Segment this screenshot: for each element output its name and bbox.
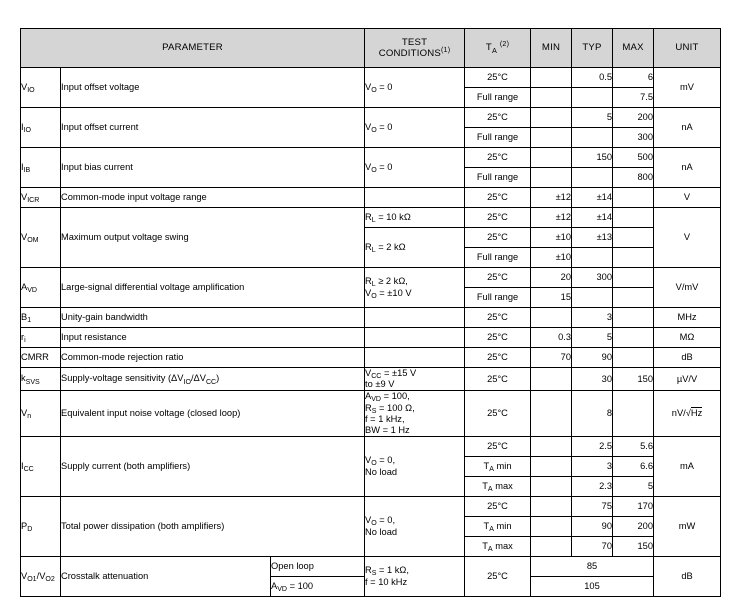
param-symbol-base: P bbox=[21, 520, 28, 531]
min-value: ±10 bbox=[531, 228, 572, 248]
param-symbol bbox=[21, 188, 61, 208]
typ-value: ±13 bbox=[572, 228, 613, 248]
max-value: 170 bbox=[613, 496, 654, 516]
ta-value: 25°C bbox=[465, 268, 531, 288]
unit-value: nV/√Hz bbox=[654, 391, 721, 437]
table-row bbox=[21, 348, 721, 368]
ta-value: Full range bbox=[465, 168, 531, 188]
ta-value: Full range bbox=[465, 88, 531, 108]
typ-value bbox=[572, 248, 613, 268]
ta-value: 25°C bbox=[465, 368, 531, 391]
param-symbol bbox=[21, 436, 61, 496]
typ-value: 5 bbox=[572, 108, 613, 128]
unit-value: dB bbox=[654, 348, 721, 368]
max-value: 200 bbox=[613, 108, 654, 128]
ta-value: 25°C bbox=[465, 328, 531, 348]
param-symbol-subscript: ICR bbox=[27, 197, 40, 205]
min-value: ±12 bbox=[531, 208, 572, 228]
param-symbol bbox=[21, 148, 61, 188]
test-condition: $R_L = 10$ kΩ bbox=[365, 208, 465, 228]
param-description: Maximum output voltage swing bbox=[61, 208, 365, 268]
ta-value: $T_A$ min bbox=[465, 516, 531, 536]
unit-value: dB bbox=[654, 556, 721, 596]
test-condition: $V_O = 0$, No load bbox=[365, 496, 465, 556]
table-row bbox=[21, 328, 721, 348]
max-value: 300 bbox=[613, 128, 654, 148]
electrical-characteristics-table bbox=[20, 28, 721, 597]
param-description: Common-mode input voltage range bbox=[61, 188, 365, 208]
max-value bbox=[613, 228, 654, 248]
max-value bbox=[613, 391, 654, 437]
header-min: MIN bbox=[531, 29, 572, 68]
param-symbol-base: V bbox=[21, 570, 28, 581]
ta-value: 25°C bbox=[465, 208, 531, 228]
header-test-conditions-label: TEST CONDITIONS bbox=[378, 36, 441, 59]
ta-value: Full range bbox=[465, 128, 531, 148]
test-condition: $R_L \ge 2$ kΩ, $V_O = \pm 10$ V bbox=[365, 268, 465, 308]
param-description: Common-mode rejection ratio bbox=[61, 348, 365, 368]
test-condition: $V_O = 0$, No load bbox=[365, 436, 465, 496]
min-value bbox=[531, 108, 572, 128]
param-symbol-base: V bbox=[21, 81, 28, 92]
min-value bbox=[531, 148, 572, 168]
test-condition: $R_S = 1$ kΩ, f = 10 kHz bbox=[365, 556, 465, 596]
max-value bbox=[613, 188, 654, 208]
typ-value bbox=[572, 168, 613, 188]
min-value bbox=[531, 476, 572, 496]
ta-value: Full range bbox=[465, 248, 531, 268]
ta-value: 25°C bbox=[465, 228, 531, 248]
typ-value: 0.5 bbox=[572, 68, 613, 88]
unit-value: nA bbox=[654, 108, 721, 148]
param-description: Equivalent input noise voltage (closed loop) bbox=[61, 391, 365, 437]
table-row bbox=[21, 108, 721, 128]
param-symbol-base: I bbox=[21, 161, 24, 172]
max-value bbox=[613, 208, 654, 228]
min-value bbox=[531, 456, 572, 476]
table-row bbox=[21, 391, 721, 437]
typ-value: ±14 bbox=[572, 188, 613, 208]
param-description: Supply-voltage sensitivity $(\Delta V_{IO}/\Delta V_{CC})$ bbox=[61, 368, 365, 391]
typ-value: 5 bbox=[572, 328, 613, 348]
param-description: Input offset current bbox=[61, 108, 365, 148]
table-row bbox=[21, 68, 721, 88]
param-symbol bbox=[21, 368, 61, 391]
min-value: 15 bbox=[531, 288, 572, 308]
param-symbol-base: CMRR bbox=[21, 352, 49, 363]
table-row bbox=[21, 148, 721, 168]
test-condition: $V_O = 0$ bbox=[365, 108, 465, 148]
ta-value: 25°C bbox=[465, 496, 531, 516]
typ-value: 3 bbox=[572, 308, 613, 328]
min-value: ±12 bbox=[531, 188, 572, 208]
ta-value: 25°C bbox=[465, 556, 531, 596]
max-value bbox=[613, 288, 654, 308]
min-value bbox=[531, 436, 572, 456]
param-symbol-subscript: SVS bbox=[25, 378, 40, 386]
typ-value: 90 bbox=[572, 348, 613, 368]
spec-value: 85 bbox=[531, 556, 654, 576]
param-symbol: $V_{O1}/V_{O2}$ bbox=[21, 556, 61, 596]
table-row bbox=[21, 308, 721, 328]
ta-value: 25°C bbox=[465, 436, 531, 456]
table-row bbox=[21, 496, 721, 516]
typ-value: 300 bbox=[572, 268, 613, 288]
ta-value: 25°C bbox=[465, 308, 531, 328]
test-condition bbox=[365, 328, 465, 348]
typ-value: 2.3 bbox=[572, 476, 613, 496]
param-symbol2-subscript: O2 bbox=[45, 575, 55, 583]
typ-value: 30 bbox=[572, 368, 613, 391]
typ-value bbox=[572, 88, 613, 108]
param-symbol bbox=[21, 108, 61, 148]
ta-value: 25°C bbox=[465, 348, 531, 368]
spec-value: 105 bbox=[531, 576, 654, 596]
param-symbol bbox=[21, 496, 61, 556]
unit-radicand: Hz bbox=[690, 408, 703, 419]
unit-value: mA bbox=[654, 436, 721, 496]
max-value: 500 bbox=[613, 148, 654, 168]
max-value: 7.5 bbox=[613, 88, 654, 108]
param-symbol-subscript: D bbox=[27, 525, 33, 533]
min-value bbox=[531, 496, 572, 516]
ta-value: 25°C bbox=[465, 391, 531, 437]
typ-value: 70 bbox=[572, 536, 613, 556]
max-value: 200 bbox=[613, 516, 654, 536]
unit-value: µV/V bbox=[654, 368, 721, 391]
table-body bbox=[21, 68, 721, 597]
header-typ: TYP bbox=[572, 29, 613, 68]
test-condition: $R_L = 2$ kΩ bbox=[365, 228, 465, 268]
param-symbol-subscript: CC bbox=[23, 465, 34, 473]
min-value bbox=[531, 368, 572, 391]
unit-value: nA bbox=[654, 148, 721, 188]
max-value: 6 bbox=[613, 68, 654, 88]
param-subcondition: $A_{VD} = 100$ bbox=[271, 576, 365, 596]
ta-value: $T_A$ min bbox=[465, 456, 531, 476]
param-description: Unity-gain bandwidth bbox=[61, 308, 365, 328]
min-value bbox=[531, 128, 572, 148]
table-row bbox=[21, 368, 721, 391]
test-condition: $V_O = 0$ bbox=[365, 148, 465, 188]
header-max: MAX bbox=[613, 29, 654, 68]
test-condition bbox=[365, 188, 465, 208]
param-symbol-base: V bbox=[21, 231, 28, 242]
param-symbol-base: I bbox=[21, 460, 24, 471]
typ-value bbox=[572, 128, 613, 148]
header-ta-label: T bbox=[485, 42, 492, 54]
typ-value: 2.5 bbox=[572, 436, 613, 456]
ta-value: 25°C bbox=[465, 68, 531, 88]
unit-value: V/mV bbox=[654, 268, 721, 308]
unit-value: V bbox=[654, 188, 721, 208]
param-symbol-subscript: 1 bbox=[27, 317, 32, 325]
param-symbol-base: V bbox=[21, 407, 28, 418]
max-value: 150 bbox=[613, 536, 654, 556]
param-symbol-base: r bbox=[21, 331, 25, 342]
max-value bbox=[613, 308, 654, 328]
param-symbol-base: B bbox=[21, 311, 28, 322]
typ-value bbox=[572, 288, 613, 308]
min-value bbox=[531, 516, 572, 536]
min-value bbox=[531, 88, 572, 108]
param-symbol2-base: V bbox=[39, 570, 46, 581]
min-value bbox=[531, 168, 572, 188]
max-value: 800 bbox=[613, 168, 654, 188]
ta-value: $T_A$ max bbox=[465, 536, 531, 556]
param-symbol-base: I bbox=[21, 121, 24, 132]
ta-value: $T_A$ max bbox=[465, 476, 531, 496]
typ-value: 75 bbox=[572, 496, 613, 516]
table-row bbox=[21, 208, 721, 228]
param-description: Input offset voltage bbox=[61, 68, 365, 108]
param-symbol-subscript: OM bbox=[27, 237, 39, 245]
table-header-row bbox=[21, 29, 721, 68]
unit-value: mW bbox=[654, 496, 721, 556]
max-value: 6.6 bbox=[613, 456, 654, 476]
min-value bbox=[531, 391, 572, 437]
param-symbol bbox=[21, 391, 61, 437]
min-value bbox=[531, 536, 572, 556]
table-row bbox=[21, 436, 721, 456]
table-row bbox=[21, 268, 721, 288]
test-condition: $V_O = 0$ bbox=[365, 68, 465, 108]
typ-value: 8 bbox=[572, 391, 613, 437]
ta-value: 25°C bbox=[465, 188, 531, 208]
param-symbol-base: A bbox=[21, 281, 28, 292]
param-symbol bbox=[21, 348, 61, 368]
header-test-conditions-footnote: (1) bbox=[440, 46, 451, 54]
max-value bbox=[613, 268, 654, 288]
table-row bbox=[21, 188, 721, 208]
param-description: Supply current (both amplifiers) bbox=[61, 436, 365, 496]
min-value bbox=[531, 68, 572, 88]
param-symbol-subscript: IO bbox=[23, 127, 32, 135]
header-test-conditions bbox=[365, 29, 465, 68]
param-symbol-subscript: IO bbox=[27, 87, 35, 95]
param-symbol-subscript: IB bbox=[23, 167, 31, 175]
param-symbol bbox=[21, 268, 61, 308]
min-value: ±10 bbox=[531, 248, 572, 268]
param-symbol-subscript: VD bbox=[27, 287, 37, 295]
param-symbol bbox=[21, 308, 61, 328]
typ-value: 150 bbox=[572, 148, 613, 168]
typ-value: 90 bbox=[572, 516, 613, 536]
param-symbol-base: k bbox=[21, 373, 26, 384]
spec-table-container bbox=[20, 28, 720, 597]
param-description: Input resistance bbox=[61, 328, 365, 348]
unit-value: V bbox=[654, 208, 721, 268]
header-parameter: PARAMETER bbox=[21, 29, 365, 68]
ta-value: 25°C bbox=[465, 108, 531, 128]
max-value: 5 bbox=[613, 476, 654, 496]
max-value: 150 bbox=[613, 368, 654, 391]
max-value bbox=[613, 328, 654, 348]
header-ta-sub: A bbox=[491, 45, 497, 55]
param-symbol-subscript: O1 bbox=[27, 575, 37, 583]
param-symbol bbox=[21, 68, 61, 108]
param-description: Crosstalk attenuation bbox=[61, 556, 271, 596]
test-condition bbox=[365, 348, 465, 368]
header-ta-footnote: (2) bbox=[499, 40, 510, 49]
test-condition: $V_{CC} = \pm 15$ V to ±9 V bbox=[365, 368, 465, 391]
param-symbol-subscript: n bbox=[27, 413, 32, 421]
min-value: 0.3 bbox=[531, 328, 572, 348]
min-value: 20 bbox=[531, 268, 572, 288]
min-value: 70 bbox=[531, 348, 572, 368]
param-description: Total power dissipation (both amplifiers) bbox=[61, 496, 365, 556]
max-value bbox=[613, 248, 654, 268]
param-symbol-base: V bbox=[21, 191, 28, 202]
min-value bbox=[531, 308, 572, 328]
param-symbol bbox=[21, 328, 61, 348]
param-symbol bbox=[21, 208, 61, 268]
typ-value: 3 bbox=[572, 456, 613, 476]
unit-value: MΩ bbox=[654, 328, 721, 348]
header-ta bbox=[465, 29, 531, 68]
header-unit: UNIT bbox=[654, 29, 721, 68]
max-value: 5.6 bbox=[613, 436, 654, 456]
ta-value: 25°C bbox=[465, 148, 531, 168]
param-description: Input bias current bbox=[61, 148, 365, 188]
unit-value: MHz bbox=[654, 308, 721, 328]
typ-value: ±14 bbox=[572, 208, 613, 228]
max-value bbox=[613, 348, 654, 368]
param-subcondition: Open loop bbox=[271, 556, 365, 576]
table-row bbox=[21, 556, 721, 576]
test-condition bbox=[365, 308, 465, 328]
param-description: Large-signal differential voltage amplification bbox=[61, 268, 365, 308]
unit-value: mV bbox=[654, 68, 721, 108]
test-condition: $A_{VD} = 100$, $R_S = 100$ Ω, f = 1 kHz, BW = 1 Hz bbox=[365, 391, 465, 437]
param-symbol-subscript: i bbox=[24, 337, 26, 345]
ta-value: Full range bbox=[465, 288, 531, 308]
